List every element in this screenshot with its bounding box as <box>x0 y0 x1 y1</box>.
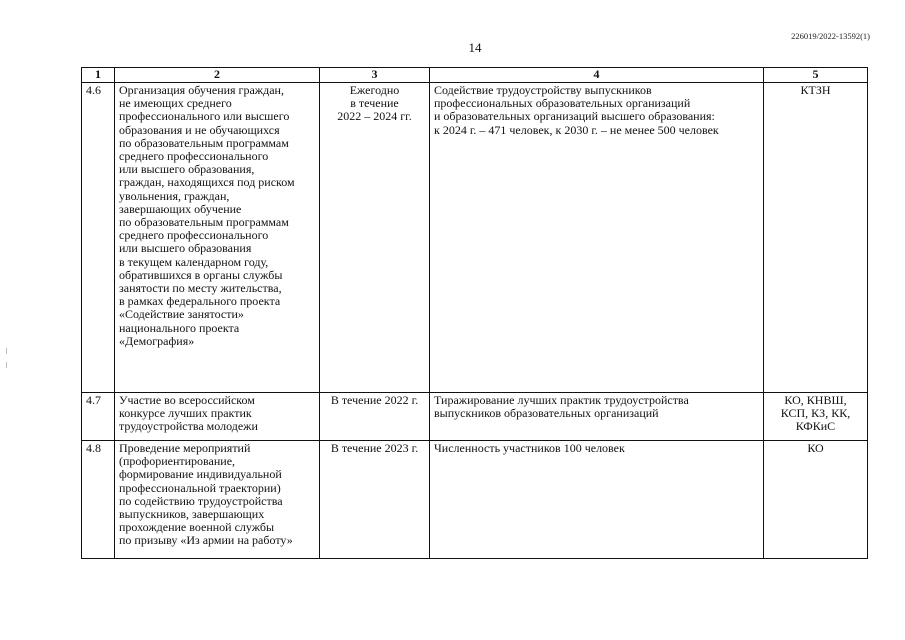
column-header: 2 <box>115 68 320 83</box>
item-number: 4.8 <box>82 441 115 559</box>
column-header: 3 <box>320 68 430 83</box>
column-header: 1 <box>82 68 115 83</box>
deadline: В течение 2023 г. <box>320 441 430 559</box>
responsible-body: КО <box>764 441 868 559</box>
margin-mark <box>6 362 7 368</box>
action-plan-table <box>81 67 868 559</box>
deadline: Ежегодно в течение 2022 – 2024 гг. <box>320 83 430 393</box>
expected-result: Тиражирование лучших практик трудоустройства выпускников образовательных организаций <box>430 393 764 441</box>
activity-description: Организация обучения граждан, не имеющих среднего профессионального или высшего образования и не обучающихся по образовательным программам среднего профессионального или высшего образования, граждан, находящихся под риском увольнения, граждан, завершающих обучение по образовательным программам среднего профессионального или высшего образования в текущем календарном году, обратившихся в органы службы занятости по месту жительства, в рамках федерального проекта «Содействие занятости» национального проекта «Демография» <box>115 83 320 393</box>
expected-result: Содействие трудоустройству выпускников профессиональных образовательных организаций и образовательных организаций высшего образования: к 2024 г. – 471 человек, к 2030 г. – не менее 500 человек <box>430 83 764 393</box>
activity-description: Проведение мероприятий (профориентирование, формирование индивидуальной профессиональной траектории) по содействию трудоустройства выпускников, завершающих прохождение военной службы по призыву «Из армии на работу» <box>115 441 320 559</box>
expected-result: Численность участников 100 человек <box>430 441 764 559</box>
activity-description: Участие во всероссийском конкурсе лучших практик трудоустройства молодежи <box>115 393 320 441</box>
column-number-row <box>82 68 868 83</box>
column-header: 4 <box>430 68 764 83</box>
table-row <box>82 393 868 441</box>
item-number: 4.6 <box>82 83 115 393</box>
responsible-body: КО, КНВШ, КСП, КЗ, КК, КФКиС <box>764 393 868 441</box>
column-header: 5 <box>764 68 868 83</box>
page-number: 14 <box>468 40 482 55</box>
deadline: В течение 2022 г. <box>320 393 430 441</box>
table-row <box>82 441 868 559</box>
table-row <box>82 83 868 393</box>
responsible-body: КТЗН <box>764 83 868 393</box>
item-number: 4.7 <box>82 393 115 441</box>
document-registration-number: 226019/2022-13592(1) <box>791 31 870 41</box>
margin-mark <box>6 348 7 354</box>
